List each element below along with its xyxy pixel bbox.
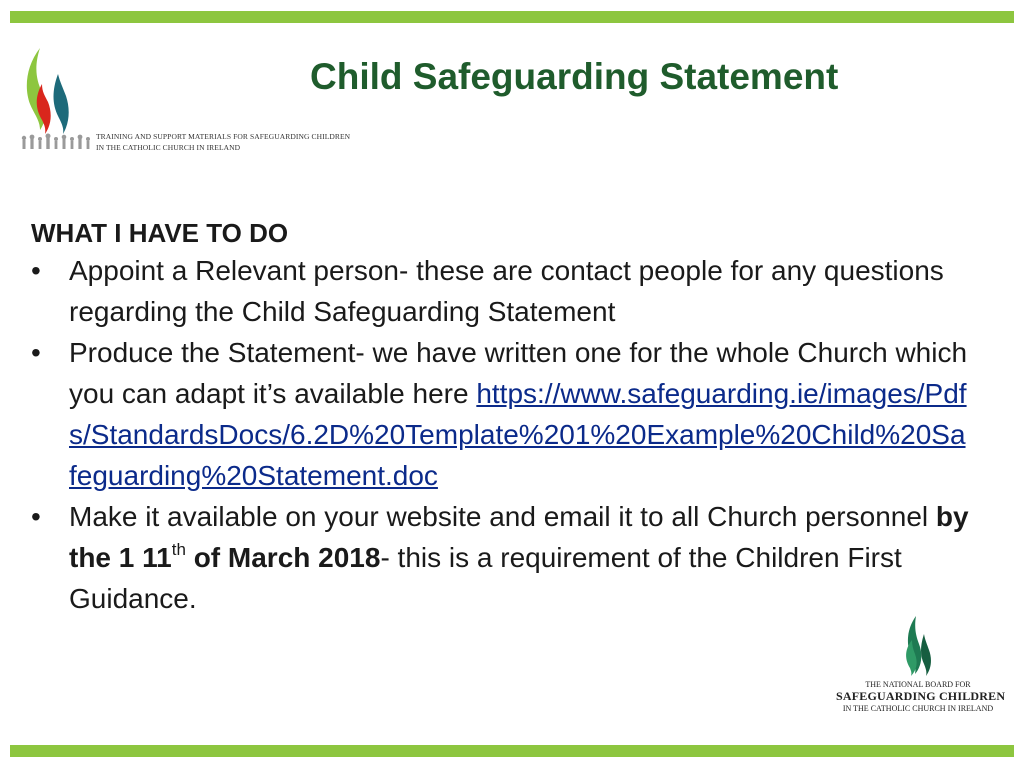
bullet-icon: • [31,501,41,532]
top-accent-bar [10,11,1014,23]
template-document-link[interactable]: https://www.safeguarding.ie/images/Pdfs/StandardsDocs/6.2D%20Template%201%20Example%20Child%20Safeguarding%20Statement.doc [69,378,967,491]
bottom-accent-bar [10,745,1014,757]
bullet-icon: • [31,337,41,368]
body-content [31,216,971,619]
flame-figures-logo-icon [18,44,98,156]
item-text-before: Make it available on your website and email it to all Church personnel [69,501,936,532]
deadline-bold-b: of March 2018 [185,542,381,573]
national-board-flame-icon [898,614,938,678]
item-text: Produce the Statement- we have written one for the whole Church which you can adapt it’s available here [69,337,968,409]
item-text: Appoint a Relevant person- these are contact people for any questions regarding the Child Safeguarding Statement [69,255,944,327]
logo-caption [96,131,350,153]
logo-caption-line-2: IN THE CATHOLIC CHURCH IN IRELAND [96,143,241,152]
bullet-icon: • [31,255,41,286]
section-heading: WHAT I HAVE TO DO [31,218,289,248]
board-name-line-3: IN THE CATHOLIC CHURCH IN IRELAND [842,704,994,713]
board-name-line-2: SAFEGUARDING CHILDREN [836,689,1006,703]
deadline-bold-a: by the 1 11 [69,501,969,573]
list-item [31,332,971,496]
bullet-list [31,250,971,619]
board-name-line-1: THE NATIONAL BOARD FOR [865,680,971,689]
national-board-logo [836,614,1006,713]
logo-caption-line-1: TRAINING AND SUPPORT MATERIALS FOR SAFEGUARDING CHILDREN [96,132,351,141]
list-item [31,250,971,332]
deadline-superscript: th [171,540,186,559]
page-title: Child Safeguarding Statement [310,56,839,97]
item-text-after: - this is a requirement of the Children First Guidance. [69,542,902,614]
list-item [31,496,971,619]
